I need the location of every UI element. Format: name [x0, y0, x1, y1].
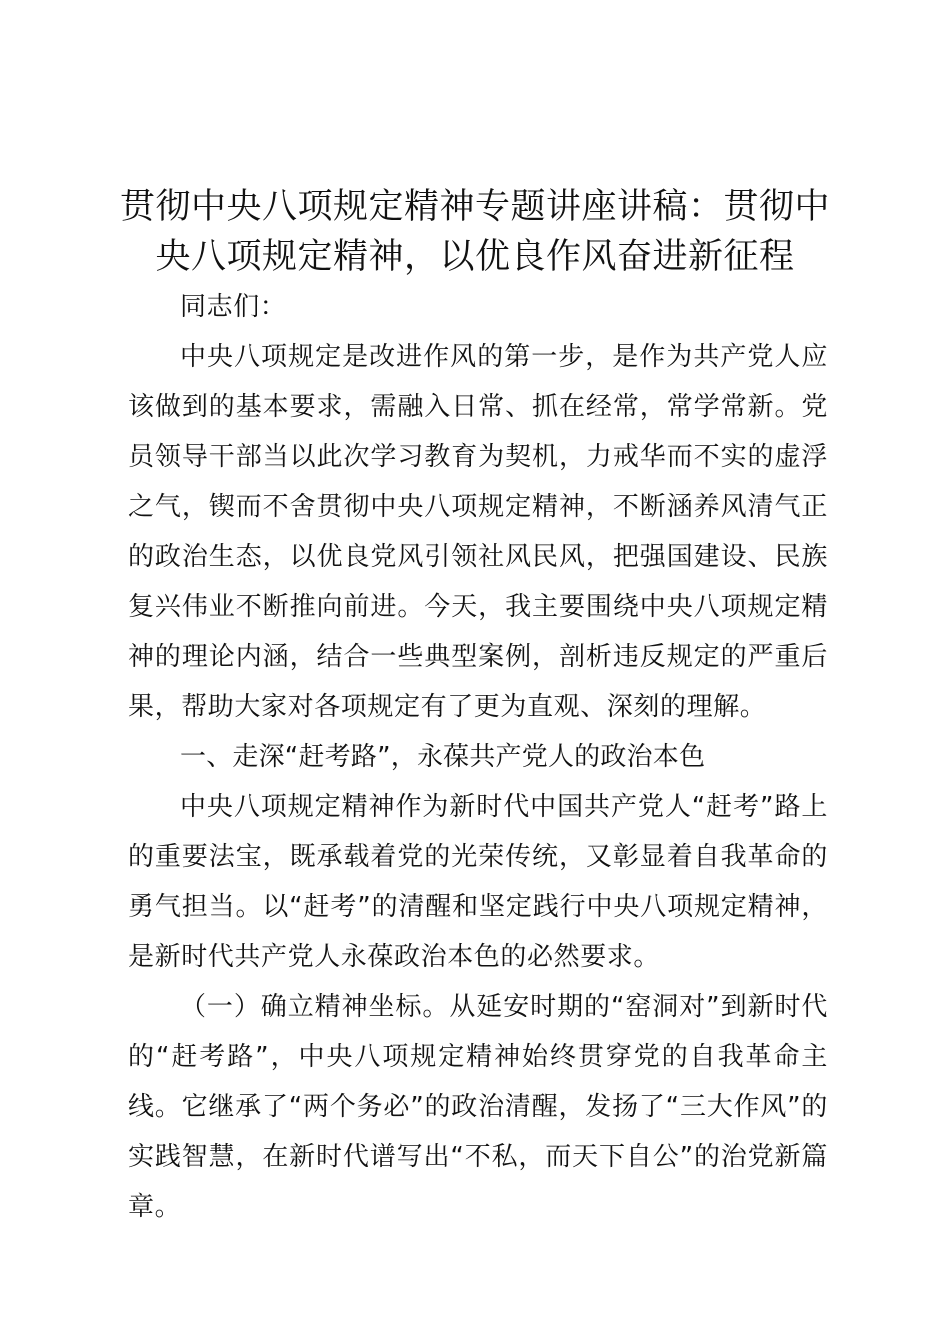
document-title: 贯彻中央八项规定精神专题讲座讲稿：贯彻中央八项规定精神，以优良作风奋进新征程: [120, 187, 831, 277]
subsection-paragraph: （一）确立精神坐标。从延安时期的“窑洞对”到新时代的“赶考路”，中央八项规定精神始终贯穿党的自我革命主线。它继承了“两个务必”的政治清醒，发扬了“三大作风”的实践智慧，在新时代谱写出“不私，而天下自公”的治党新篇章。: [128, 992, 828, 1222]
salutation-paragraph: 同志们：: [180, 292, 287, 322]
section-paragraph: 中央八项规定精神作为新时代中国共产党人“赶考”路上的重要法宝，既承载着党的光荣传统，又彰显着自我革命的勇气担当。以“赶考”的清醒和坚定践行中央八项规定精神，是新时代共产党人永葆政治本色的必然要求。: [128, 792, 828, 972]
intro-paragraph: 中央八项规定是改进作风的第一步，是作为共产党人应该做到的基本要求，需融入日常、抓在经常，常学常新。党员领导干部当以此次学习教育为契机，力戒华而不实的虚浮之气，锲而不舍贯彻中央八项规定精神，不断涵养风清气正的政治生态，以优良党风引领社风民风，把强国建设、民族复兴伟业不断推向前进。今天，我主要围绕中央八项规定精神的理论内涵，结合一些典型案例，剖析违反规定的严重后果，帮助大家对各项规定有了更为直观、深刻的理解。: [128, 342, 828, 722]
section-heading: 一、走深“赶考路”，永葆共产党人的政治本色: [180, 742, 706, 772]
document-body: [128, 282, 828, 1232]
